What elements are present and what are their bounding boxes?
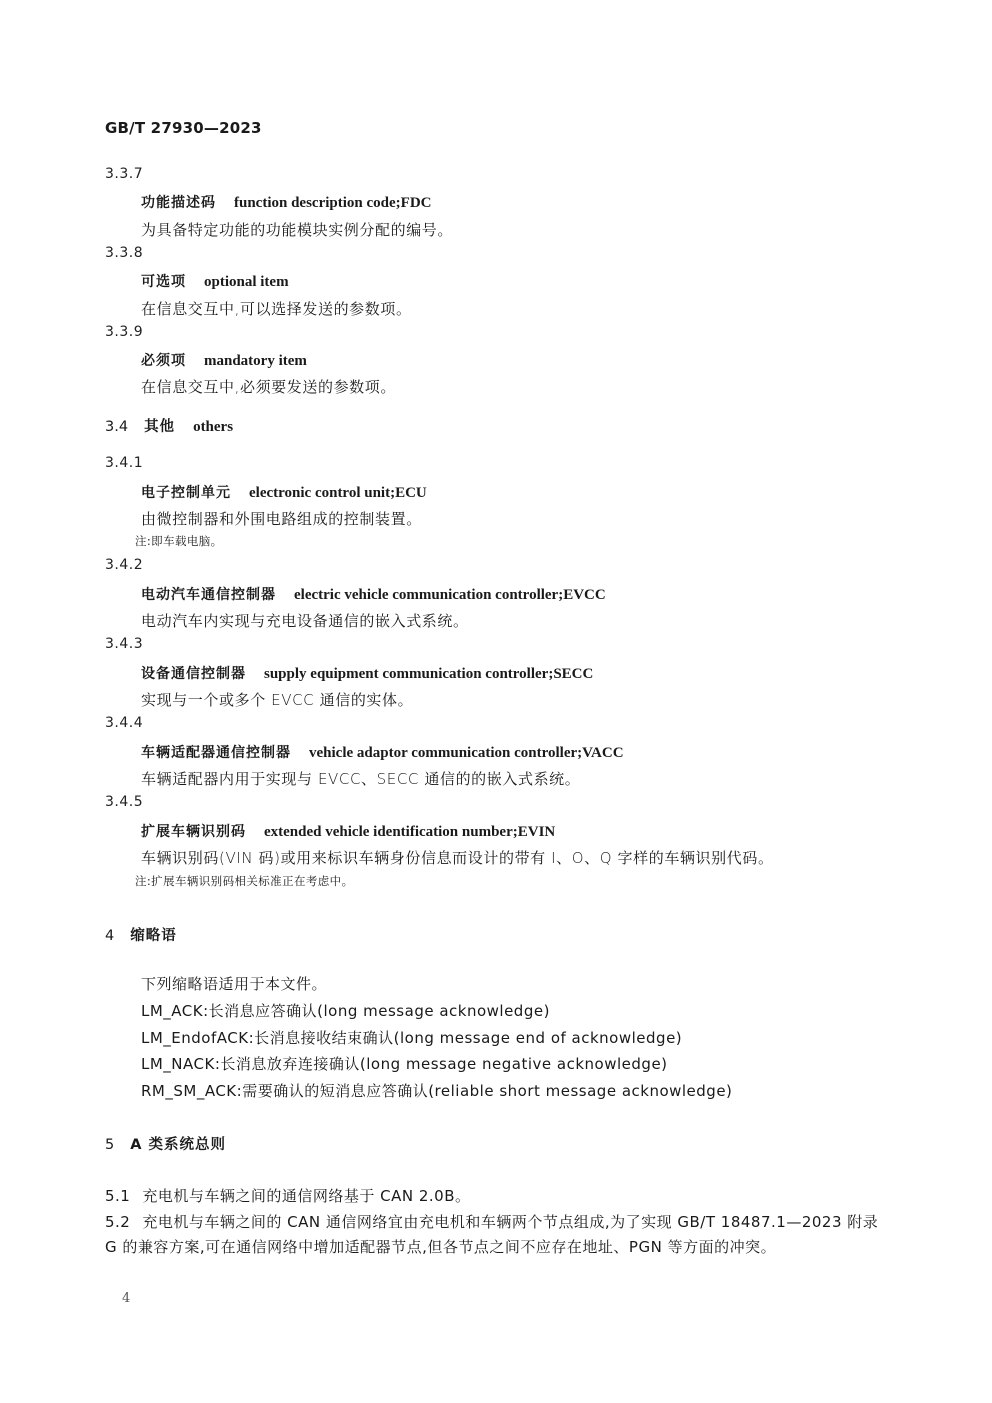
abbreviation-intro: 下列缩略语适用于本文件。 bbox=[141, 975, 328, 993]
standard-header: GB/T 27930—2023 bbox=[105, 119, 262, 137]
term-entry bbox=[141, 663, 593, 683]
section-heading bbox=[105, 415, 233, 436]
clause-number: 3.4.2 bbox=[105, 557, 144, 573]
term-entry bbox=[141, 192, 432, 212]
abbreviation-item: LM_EndofACK:长消息接收结束确认(long message end of acknowledge) bbox=[141, 1029, 683, 1047]
term-en: electronic control unit;ECU bbox=[249, 485, 427, 501]
term-entry bbox=[141, 271, 289, 291]
term-definition: 由微控制器和外围电路组成的控制装置。 bbox=[141, 510, 422, 528]
term-en: electric vehicle communication controller;EVCC bbox=[294, 587, 606, 603]
section-heading bbox=[105, 924, 177, 945]
clause-paragraph bbox=[105, 1184, 890, 1209]
clause-number: 5.2 bbox=[105, 1213, 131, 1231]
term-en: mandatory item bbox=[204, 353, 307, 369]
term-zh: 扩展车辆识别码 bbox=[141, 824, 246, 840]
term-definition: 在信息交互中,可以选择发送的参数项。 bbox=[141, 300, 412, 318]
term-definition: 车辆识别码(VIN 码)或用来标识车辆身份信息而设计的带有 I、O、Q 字样的车辆识别代码。 bbox=[141, 849, 774, 867]
term-entry bbox=[141, 482, 427, 502]
section-number: 3.4 bbox=[105, 419, 129, 435]
term-entry bbox=[141, 742, 624, 762]
section-number: 5 bbox=[105, 1137, 115, 1153]
term-definition: 在信息交互中,必须要发送的参数项。 bbox=[141, 378, 396, 396]
term-zh: 可选项 bbox=[141, 274, 186, 290]
clause-text: 充电机与车辆之间的通信网络基于 CAN 2.0B。 bbox=[142, 1187, 471, 1205]
term-definition: 为具备特定功能的功能模块实例分配的编号。 bbox=[141, 221, 454, 239]
term-en: optional item bbox=[204, 274, 289, 290]
term-zh: 电动汽车通信控制器 bbox=[141, 587, 276, 603]
abbreviation-item: LM_NACK:长消息放弃连接确认(long message negative acknowledge) bbox=[141, 1055, 668, 1073]
term-note: 注:即车载电脑。 bbox=[135, 534, 223, 548]
term-zh: 电子控制单元 bbox=[141, 485, 231, 501]
clause-number: 3.3.9 bbox=[105, 324, 144, 340]
section-number: 4 bbox=[105, 928, 115, 944]
term-definition: 实现与一个或多个 EVCC 通信的实体。 bbox=[141, 691, 414, 709]
term-zh: 车辆适配器通信控制器 bbox=[141, 745, 291, 761]
page-number: 4 bbox=[122, 1291, 131, 1306]
abbreviation-item: LM_ACK:长消息应答确认(long message acknowledge) bbox=[141, 1002, 550, 1020]
section-title: A 类系统总则 bbox=[130, 1137, 227, 1153]
term-en: supply equipment communication controller;SECC bbox=[264, 666, 594, 682]
section-title-zh: 其他 bbox=[144, 419, 176, 435]
clause-number: 3.4.1 bbox=[105, 455, 144, 471]
term-en: function description code;FDC bbox=[234, 195, 432, 211]
term-entry bbox=[141, 584, 606, 604]
clause-number: 3.4.4 bbox=[105, 715, 144, 731]
term-entry bbox=[141, 350, 307, 370]
clause-text: 充电机与车辆之间的 CAN 通信网络宜由充电机和车辆两个节点组成,为了实现 GB/T 18487.1—2023 附录 G 的兼容方案,可在通信网络中增加适配器节点,但各节点之间不应存在地址、PGN 等方面的冲突。 bbox=[105, 1213, 879, 1256]
abbreviation-item: RM_SM_ACK:需要确认的短消息应答确认(reliable short message acknowledge) bbox=[141, 1082, 733, 1100]
term-entry bbox=[141, 821, 555, 841]
clause-number: 3.3.7 bbox=[105, 166, 144, 182]
term-en: vehicle adaptor communication controller;VACC bbox=[309, 745, 624, 761]
clause-number: 3.3.8 bbox=[105, 245, 144, 261]
clause-number: 3.4.3 bbox=[105, 636, 144, 652]
section-title: 缩略语 bbox=[130, 928, 177, 944]
term-definition: 车辆适配器内用于实现与 EVCC、SECC 通信的的嵌入式系统。 bbox=[141, 770, 581, 788]
term-zh: 设备通信控制器 bbox=[141, 666, 246, 682]
section-heading bbox=[105, 1133, 226, 1154]
term-en: extended vehicle identification number;EVIN bbox=[264, 824, 556, 840]
term-zh: 必须项 bbox=[141, 353, 186, 369]
term-note: 注:扩展车辆识别码相关标准正在考虑中。 bbox=[135, 874, 354, 888]
clause-paragraph bbox=[105, 1210, 890, 1260]
clause-number: 5.1 bbox=[105, 1187, 131, 1205]
term-zh: 功能描述码 bbox=[141, 195, 216, 211]
clause-number: 3.4.5 bbox=[105, 794, 144, 810]
section-title-en: others bbox=[193, 419, 234, 435]
term-definition: 电动汽车内实现与充电设备通信的嵌入式系统。 bbox=[141, 612, 469, 630]
